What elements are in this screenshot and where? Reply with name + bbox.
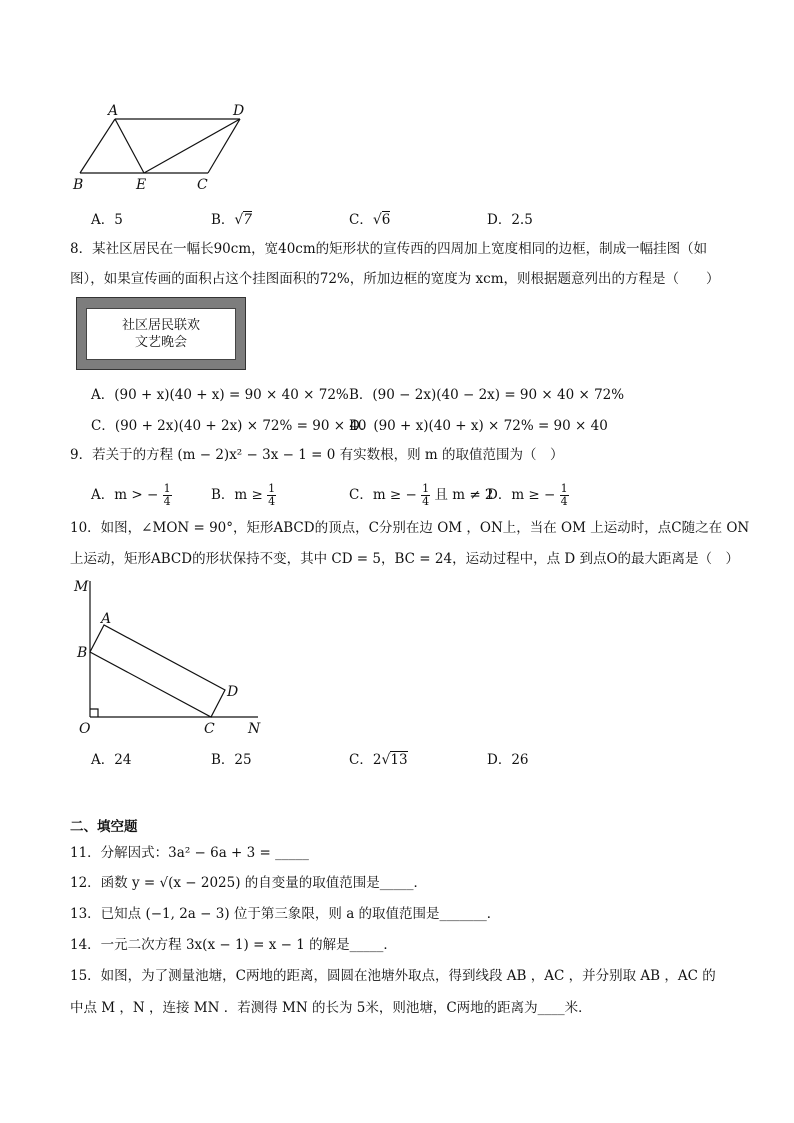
q9-option-c-suffix: 且 m ≠ 2 — [434, 487, 494, 503]
label-e: E — [136, 177, 147, 193]
q10-stem-line1: 10．如图，∠MON = 90°，矩形ABCD的顶点，C分别在边 OM ，ON上，当在 OM 上运动时，点C随之在 ON — [70, 520, 750, 536]
parallelogram-figure — [70, 100, 260, 195]
label-o: O — [79, 721, 91, 737]
label-c: C — [204, 721, 215, 737]
label-a: A — [108, 103, 119, 119]
segment-ae — [115, 119, 144, 173]
q10-option-c-radicand: 13 — [390, 752, 408, 768]
fraction-denominator: 4 — [560, 495, 568, 508]
label-d: D — [233, 103, 245, 119]
q7-option-b: B．√7 — [211, 212, 252, 228]
label-c: C — [197, 177, 208, 193]
fraction-numerator: 1 — [560, 482, 568, 495]
label-b: B — [77, 645, 88, 661]
q8-option-b: B．(90 − 2x)(40 − 2x) = 90 × 40 × 72% — [349, 387, 625, 403]
q10-option-a: A．24 — [91, 752, 132, 768]
segment-ab — [80, 119, 115, 173]
q9-option-b-prefix: B．m ≥ — [211, 487, 263, 503]
poster-frame-figure — [76, 297, 246, 370]
fraction-denominator: 4 — [422, 495, 430, 508]
q9-option-b — [211, 483, 276, 508]
q9-stem: 9．若关于的方程 (m − 2)x² − 3x − 1 = 0 有实数根，则 m 的取值范围为（ ） — [70, 447, 564, 463]
fraction-numerator: 1 — [422, 482, 430, 495]
q9-option-c-prefix: C．m ≥ − — [349, 487, 417, 503]
q14: 14．一元二次方程 3x(x − 1) = x − 1 的解是_____． — [70, 937, 397, 953]
q8-option-d: D．(90 + x)(40 + x) × 72% = 90 × 40 — [349, 418, 608, 434]
q11: 11．分解因式：3a² − 6a + 3 = _____ — [70, 845, 309, 861]
label-b: B — [73, 177, 84, 193]
q9-option-a — [91, 483, 172, 508]
q8-option-c: C．(90 + 2x)(40 + 2x) × 72% = 90 × 40 — [91, 418, 367, 434]
q9-option-d-prefix: D．m ≥ − — [487, 487, 556, 503]
q9-option-a-prefix: A．m > − — [91, 487, 159, 503]
section-title-fill-in: 二、填空题 — [70, 819, 138, 835]
q7-option-a: A．5 — [91, 212, 123, 228]
q10-option-c-coef: 2 — [372, 752, 382, 768]
poster-text-line1: 社区居民联欢 — [121, 318, 200, 333]
segment-dc — [208, 119, 240, 173]
q9-option-a-fraction — [163, 483, 172, 508]
fraction-denominator: 4 — [163, 495, 171, 508]
q10-stem-line2: 上运动，矩形ABCD的形状保持不变，其中 CD = 5，BC = 24，运动过程中，点 D 到点O的最大距离是（ ） — [70, 551, 740, 567]
q8-option-a: A．(90 + x)(40 + x) = 90 × 40 × 72% — [91, 387, 349, 403]
q10-option-b: B．25 — [211, 752, 252, 768]
q8-stem-line1: 8．某社区居民在一幅长90cm，宽40cm的矩形状的宣传西的四周加上宽度相同的边框，制成一幅挂图（如 — [70, 241, 708, 257]
fraction-numerator: 1 — [163, 482, 171, 495]
fraction-numerator: 1 — [268, 482, 276, 495]
label-n: N — [248, 721, 261, 737]
poster-inner — [86, 308, 236, 360]
label-d: D — [227, 684, 239, 700]
q15-line2: 中点 M ，N ，连接 MN ．若测得 MN 的长为 5米，则池塘，C两地的距离为____米． — [70, 1000, 592, 1016]
q15-line1: 15．如图，为了测量池塘，C两地的距离，圆圆在池塘外取点，得到线段 AB ，AC ，并分别取 AB ，AC 的 — [70, 968, 716, 984]
poster-text-line2: 文艺晚会 — [134, 335, 187, 350]
q7-option-d: D．2.5 — [487, 212, 533, 228]
q9-option-b-fraction — [267, 483, 276, 508]
q7-option-b-label: B． — [211, 212, 235, 228]
q10-option-d: D．26 — [487, 752, 529, 768]
q9-option-c — [349, 483, 494, 508]
q10-option-c-label: C． — [349, 752, 373, 768]
q10-option-c: C．2√13 — [349, 752, 408, 768]
q9-option-d — [487, 483, 569, 508]
q7-option-b-radicand: 7 — [243, 212, 252, 228]
segment-de — [144, 119, 240, 173]
rectangle-abcd — [90, 625, 225, 717]
label-a: A — [101, 611, 112, 627]
right-angle-mark — [90, 709, 98, 717]
label-m: M — [74, 579, 89, 595]
q13: 13．已知点 (−1, 2a − 3) 位于第三象限，则 a 的取值范围是_______． — [70, 906, 501, 922]
fraction-denominator: 4 — [268, 495, 276, 508]
rectangle-angle-figure — [70, 575, 270, 740]
q9-option-d-fraction — [560, 483, 569, 508]
q7-option-c-label: C． — [349, 212, 373, 228]
q8-stem-line2: 图），如果宣传画的面积占这个挂图面积的72%，所加边框的宽度为 xcm，则根据题意列出的方程是（ ） — [70, 271, 720, 287]
q12: 12．函数 y = √(x − 2025) 的自变量的取值范围是_____． — [70, 875, 428, 891]
q7-option-c-radicand: 6 — [381, 212, 391, 228]
q9-option-c-fraction — [421, 483, 430, 508]
q7-option-c: C．√6 — [349, 212, 391, 228]
